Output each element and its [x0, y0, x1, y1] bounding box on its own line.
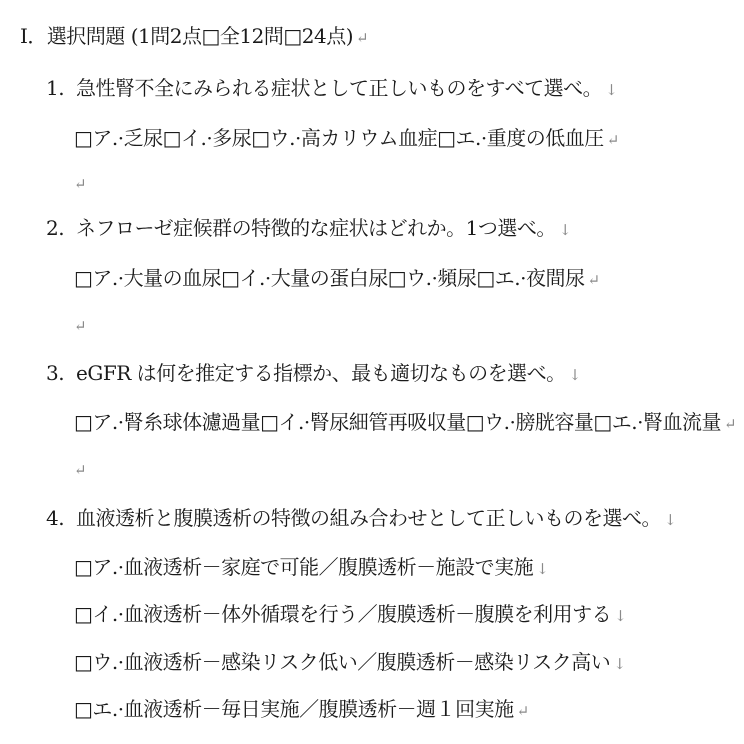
option-text: □イ.·血液透析－体外循環を行う／腹膜透析－腹膜を利用する [74, 602, 612, 626]
line-break-mark: ↓ [613, 655, 626, 673]
option-text: □ア.·血液透析－家庭で可能／腹膜透析－施設で実施 [74, 555, 534, 579]
question-4-option-c [74, 648, 625, 678]
paragraph-mark: ↵ [516, 702, 529, 720]
section-title [20, 22, 368, 52]
question-text: ネフローゼ症候群の特徴的な症状はどれか。1つ選べ。 [76, 216, 556, 240]
question-1 [46, 74, 617, 104]
question-3 [46, 359, 581, 389]
line-break-mark: ↓ [614, 607, 627, 625]
question-number: 4. [46, 506, 65, 530]
question-text: 血液透析と腹膜透析の特徴の組み合わせとして正しいものを選べ。 [76, 506, 661, 530]
blank-paragraph [74, 168, 86, 198]
question-number: 1. [46, 76, 65, 100]
line-break-mark: ↓ [558, 221, 571, 239]
question-text: 急性腎不全にみられる症状として正しいものをすべて選べ。 [76, 76, 603, 100]
paragraph-mark: ↵ [723, 415, 737, 433]
question-4-option-a [74, 553, 548, 583]
question-text: eGFR は何を推定する指標か、最も適切なものを選べ。 [76, 361, 566, 385]
question-2-options [74, 264, 600, 294]
paragraph-mark: ↵ [74, 175, 87, 193]
section-title-text: Ⅰ．選択問題 (1問2点□全12問□24点) [20, 24, 354, 48]
paragraph-mark: ↵ [74, 317, 87, 335]
question-4-option-b [74, 600, 626, 630]
line-break-mark: ↓ [568, 366, 581, 384]
question-4 [46, 504, 676, 534]
question-2 [46, 214, 571, 244]
paragraph-mark: ↵ [74, 461, 87, 479]
options-text: □ア.·大量の血尿□イ.·大量の蛋白尿□ウ.·頻尿□エ.·夜間尿 [74, 266, 585, 290]
question-number: 2. [46, 216, 65, 240]
blank-paragraph [74, 454, 86, 484]
line-break-mark: ↓ [664, 511, 677, 529]
question-1-options [74, 124, 619, 154]
question-4-option-d [74, 695, 529, 725]
option-text: □ウ.·血液透析－感染リスク低い／腹膜透析－感染リスク高い [74, 650, 611, 674]
paragraph-mark: ↵ [356, 29, 369, 47]
line-break-mark: ↓ [536, 560, 549, 578]
question-3-options [74, 408, 736, 438]
question-number: 3. [46, 361, 65, 385]
option-text: □エ.·血液透析－毎日実施／腹膜透析－週１回実施 [74, 697, 514, 721]
options-text: □ア.·腎糸球体濾過量□イ.·腎尿細管再吸収量□ウ.·膀胱容量□エ.·腎血流量 [74, 410, 721, 434]
paragraph-mark: ↵ [606, 131, 619, 149]
blank-paragraph [74, 310, 86, 340]
paragraph-mark: ↵ [587, 271, 600, 289]
options-text: □ア.·乏尿□イ.·多尿□ウ.·高カリウム血症□エ.·重度の低血圧 [74, 126, 604, 150]
line-break-mark: ↓ [605, 81, 618, 99]
